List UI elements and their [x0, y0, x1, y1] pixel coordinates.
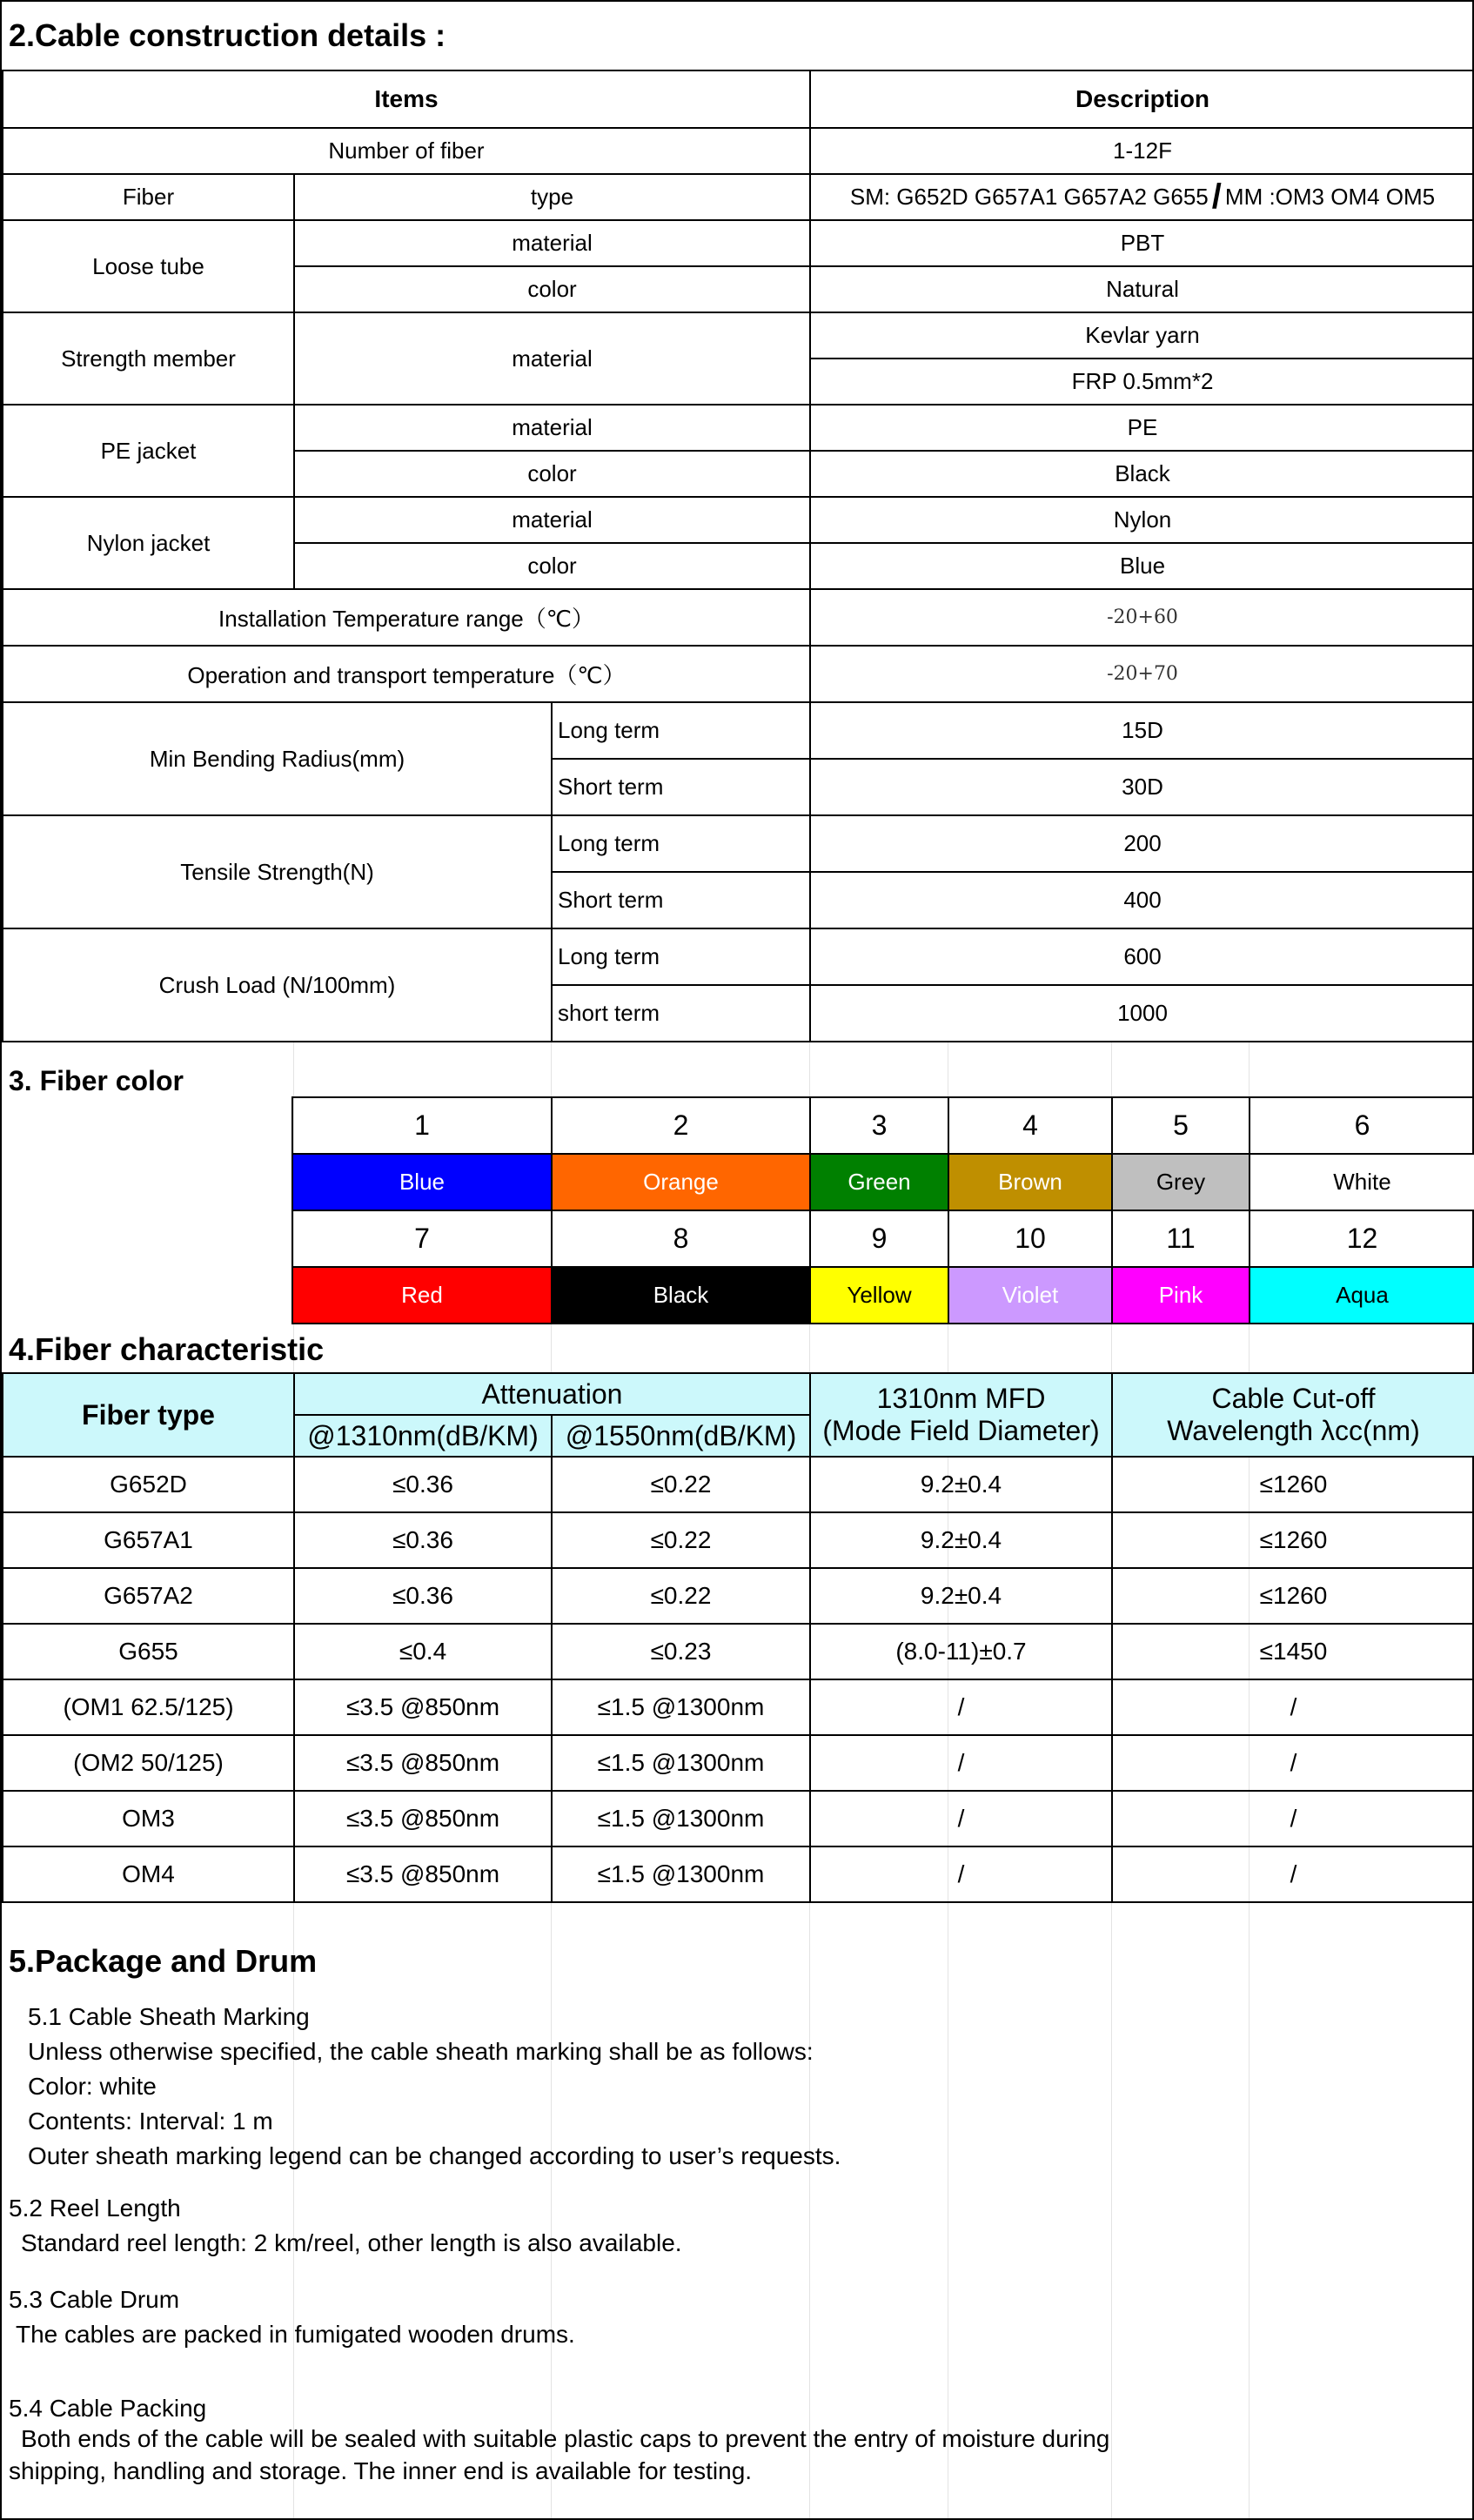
header-mfd — [810, 1373, 1112, 1457]
paragraph-line: Both ends of the cable will be sealed with suitable plastic caps to prevent the entry of moisture during — [21, 2425, 1110, 2452]
table-row — [3, 1791, 1474, 1846]
row-term: Short term — [552, 759, 810, 815]
row-value: 1000 — [810, 985, 1474, 1042]
fiber-color-number: 7 — [292, 1210, 552, 1267]
fiber-type-slash: / — [1211, 178, 1222, 216]
section-title: 3. Fiber color — [9, 1065, 184, 1096]
row-value: PE — [810, 405, 1474, 451]
paragraph-line: Unless otherwise specified, the cable sheath marking shall be as follows: — [28, 2038, 814, 2065]
mfd-cell: / — [810, 1846, 1112, 1902]
header-cutoff — [1112, 1373, 1474, 1457]
paragraph-line: Contents: Interval: 1 m — [28, 2108, 273, 2135]
header-att-1550: @1550nm(dB/KM) — [552, 1415, 810, 1457]
cutoff-cell: / — [1112, 1735, 1474, 1791]
row-value: 400 — [810, 872, 1474, 928]
mfd-cell: / — [810, 1679, 1112, 1735]
header-mfd-line1: 1310nm MFD — [876, 1383, 1046, 1414]
attenuation-1310-cell: ≤0.4 — [294, 1624, 552, 1679]
row-value: 200 — [810, 815, 1474, 872]
header-mfd-line2: (Mode Field Diameter) — [822, 1415, 1100, 1446]
paragraph-line: Color: white — [28, 2073, 157, 2100]
cutoff-cell: / — [1112, 1846, 1474, 1902]
fiber-type-cell: G652D — [3, 1457, 294, 1512]
fiber-color-swatch: Yellow — [810, 1267, 948, 1324]
row-label: Min Bending Radius(mm) — [3, 702, 552, 815]
attenuation-1550-cell: ≤1.5 @1300nm — [552, 1679, 810, 1735]
fiber-color-swatch: Orange — [552, 1154, 810, 1210]
row-sublabel: color — [294, 451, 810, 497]
row-label: Strength member — [3, 312, 294, 405]
subsection-title: 5.1 Cable Sheath Marking — [28, 2003, 310, 2030]
paragraph-line: Standard reel length: 2 km/reel, other length is also available. — [21, 2229, 682, 2256]
header-cutoff-line2: Wavelength λcc(nm) — [1167, 1415, 1420, 1446]
mfd-cell: / — [810, 1791, 1112, 1846]
fiber-color-swatch: Black — [552, 1267, 810, 1324]
row-value: Kevlar yarn — [810, 312, 1474, 359]
row-value: 15D — [810, 702, 1474, 759]
paragraph-line: Outer sheath marking legend can be changed according to user’s requests. — [28, 2142, 841, 2169]
fiber-color-swatch: Blue — [292, 1154, 552, 1210]
subsection-title: 5.2 Reel Length — [9, 2195, 181, 2222]
row-sublabel: material — [294, 497, 810, 543]
table-row — [3, 1624, 1474, 1679]
row-value: Black — [810, 451, 1474, 497]
subsection-title: 5.4 Cable Packing — [9, 2395, 207, 2422]
fiber-color-swatch: Pink — [1112, 1267, 1250, 1324]
attenuation-1550-cell: ≤1.5 @1300nm — [552, 1735, 810, 1791]
row-label: Tensile Strength(N) — [3, 815, 552, 928]
fiber-type-sm: SM: G652D G657A1 G657A2 G655 — [849, 184, 1209, 210]
header-description: Description — [810, 70, 1474, 128]
table-row — [3, 1846, 1474, 1902]
mfd-cell: 9.2±0.4 — [810, 1568, 1112, 1624]
header-att-1310: @1310nm(dB/KM) — [294, 1415, 552, 1457]
fiber-type-mm: MM :OM3 OM4 OM5 — [1224, 184, 1436, 210]
attenuation-1550-cell: ≤0.22 — [552, 1512, 810, 1568]
cutoff-cell: ≤1260 — [1112, 1512, 1474, 1568]
section-title: 5.Package and Drum — [9, 1943, 318, 1979]
row-value: Natural — [810, 266, 1474, 312]
attenuation-1310-cell: ≤3.5 @850nm — [294, 1846, 552, 1902]
row-label: Installation Temperature range（℃） — [3, 589, 810, 646]
row-term: Short term — [552, 872, 810, 928]
attenuation-1310-cell: ≤0.36 — [294, 1512, 552, 1568]
row-term: Long term — [552, 702, 810, 759]
row-label: Fiber — [3, 174, 294, 220]
fiber-color-swatch: Grey — [1112, 1154, 1250, 1210]
row-value: Blue — [810, 543, 1474, 589]
row-sublabel: type — [294, 174, 810, 220]
header-fiber-type: Fiber type — [3, 1373, 294, 1457]
row-value: Nylon — [810, 497, 1474, 543]
attenuation-1550-cell: ≤0.22 — [552, 1568, 810, 1624]
row-value: FRP 0.5mm*2 — [810, 359, 1474, 405]
row-value: 1-12F — [810, 128, 1474, 174]
table-row — [3, 1457, 1474, 1512]
fiber-color-swatch: Aqua — [1250, 1267, 1474, 1324]
paragraph-line: The cables are packed in fumigated wooden drums. — [16, 2321, 575, 2348]
fiber-color-swatch: Green — [810, 1154, 948, 1210]
row-sublabel: color — [294, 266, 810, 312]
row-sublabel: color — [294, 543, 810, 589]
row-label: PE jacket — [3, 405, 294, 497]
row-sublabel: material — [294, 312, 810, 405]
attenuation-1550-cell: ≤0.23 — [552, 1624, 810, 1679]
row-value: 30D — [810, 759, 1474, 815]
fiber-type-cell: OM3 — [3, 1791, 294, 1846]
row-label: Crush Load (N/100mm) — [3, 928, 552, 1042]
section-title: 4.Fiber characteristic — [9, 1331, 325, 1367]
fiber-type-cell: G657A2 — [3, 1568, 294, 1624]
fiber-type-cell: OM4 — [3, 1846, 294, 1902]
row-label: Number of fiber — [3, 128, 810, 174]
fiber-type-value — [810, 174, 1474, 220]
attenuation-1310-cell: ≤3.5 @850nm — [294, 1679, 552, 1735]
row-value: -20+60 — [810, 589, 1474, 646]
cutoff-cell: / — [1112, 1791, 1474, 1846]
row-term: Long term — [552, 815, 810, 872]
construction-table — [2, 70, 1474, 1042]
row-sublabel: material — [294, 405, 810, 451]
fiber-color-number: 11 — [1112, 1210, 1250, 1267]
header-cutoff-line1: Cable Cut-off — [1211, 1383, 1376, 1414]
row-sublabel: material — [294, 220, 810, 266]
fiber-color-number: 12 — [1250, 1210, 1474, 1267]
fiber-type-cell: G655 — [3, 1624, 294, 1679]
header-items: Items — [3, 70, 810, 128]
cutoff-cell: / — [1112, 1679, 1474, 1735]
section-title: 2.Cable construction details : — [9, 17, 446, 53]
row-value: PBT — [810, 220, 1474, 266]
cutoff-cell: ≤1260 — [1112, 1568, 1474, 1624]
row-value: -20+70 — [810, 646, 1474, 702]
attenuation-1310-cell: ≤0.36 — [294, 1457, 552, 1512]
table-row — [3, 1679, 1474, 1735]
attenuation-1550-cell: ≤1.5 @1300nm — [552, 1791, 810, 1846]
fiber-color-swatch: Red — [292, 1267, 552, 1324]
fiber-type-cell: (OM2 50/125) — [3, 1735, 294, 1791]
table-row — [3, 1735, 1474, 1791]
row-value: 600 — [810, 928, 1474, 985]
fiber-color-number: 6 — [1250, 1097, 1474, 1154]
row-label: Nylon jacket — [3, 497, 294, 589]
fiber-color-swatch: Brown — [948, 1154, 1112, 1210]
subsection-title: 5.3 Cable Drum — [9, 2286, 180, 2313]
fiber-color-number: 4 — [948, 1097, 1112, 1154]
row-term: Long term — [552, 928, 810, 985]
mfd-cell: 9.2±0.4 — [810, 1512, 1112, 1568]
table-row — [3, 1512, 1474, 1568]
attenuation-1550-cell: ≤0.22 — [552, 1457, 810, 1512]
attenuation-1550-cell: ≤1.5 @1300nm — [552, 1846, 810, 1902]
fiber-color-number: 5 — [1112, 1097, 1250, 1154]
mfd-cell: / — [810, 1735, 1112, 1791]
table-row — [3, 1568, 1474, 1624]
fiber-color-number: 2 — [552, 1097, 810, 1154]
fiber-color-swatch: Violet — [948, 1267, 1112, 1324]
fiber-color-number: 9 — [810, 1210, 948, 1267]
fiber-color-number: 1 — [292, 1097, 552, 1154]
mfd-cell: 9.2±0.4 — [810, 1457, 1112, 1512]
mfd-cell: (8.0-11)±0.7 — [810, 1624, 1112, 1679]
fiber-color-number: 10 — [948, 1210, 1112, 1267]
cutoff-cell: ≤1450 — [1112, 1624, 1474, 1679]
row-term: short term — [552, 985, 810, 1042]
attenuation-1310-cell: ≤0.36 — [294, 1568, 552, 1624]
fiber-type-cell: (OM1 62.5/125) — [3, 1679, 294, 1735]
attenuation-1310-cell: ≤3.5 @850nm — [294, 1791, 552, 1846]
fiber-characteristic-table — [2, 1372, 1474, 1903]
header-attenuation: Attenuation — [294, 1373, 810, 1415]
row-label: Operation and transport temperature（℃） — [3, 646, 810, 702]
cutoff-cell: ≤1260 — [1112, 1457, 1474, 1512]
row-label: Loose tube — [3, 220, 294, 312]
paragraph-line: shipping, handling and storage. The inner end is available for testing. — [9, 2457, 753, 2484]
fiber-type-cell: G657A1 — [3, 1512, 294, 1568]
fiber-color-number: 3 — [810, 1097, 948, 1154]
fiber-color-number: 8 — [552, 1210, 810, 1267]
attenuation-1310-cell: ≤3.5 @850nm — [294, 1735, 552, 1791]
fiber-color-table — [291, 1096, 1474, 1324]
fiber-color-swatch: White — [1250, 1154, 1474, 1210]
